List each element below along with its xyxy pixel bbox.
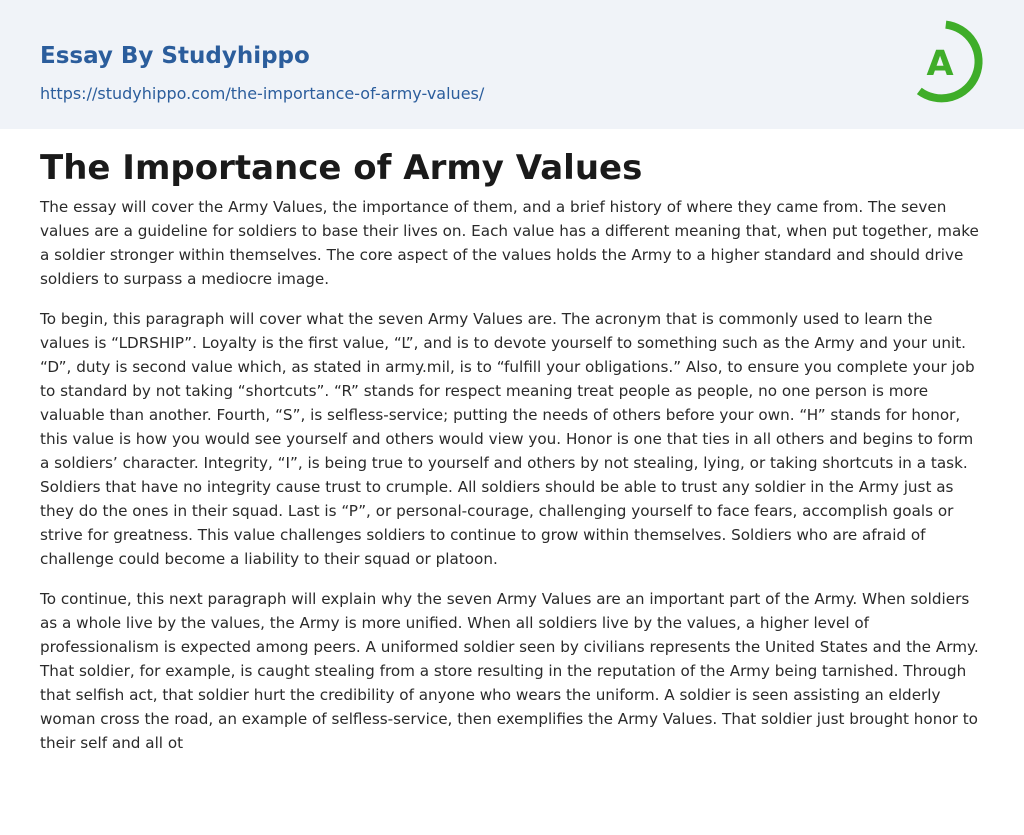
- paragraph-intro: The essay will cover the Army Values, the importance of them, and a brief history of where they came from. The seven values are a guideline for soldiers to base their lives on. Each value has a different meaning that, when put together, make a soldier stronger within themselves. The core aspect of the values holds the Army to a higher standard and should drive soldiers to surpass a mediocre image.: [40, 198, 979, 288]
- site-header: [0, 0, 1024, 129]
- page-title: The Importance of Army Values: [40, 148, 643, 188]
- article: [40, 145, 985, 771]
- brand-title[interactable]: Essay By Studyhippo: [40, 43, 310, 69]
- paragraph-values: To begin, this paragraph will cover what the seven Army Values are. The acronym that is commonly used to learn the values is “LDRSHIP”. Loyalty is the first value, “L”, and is to devote yourself to something such as the Army and your unit. “D”, duty is second value which, as stated in army.mil, is to “fulfill your obligations.” Also, to ensure you complete your job to standard by not taking “shortcuts”. “R” stands for respect meaning treat people as people, no one person is more valuable than another. Fourth, “S”, is selfless-service; putting the needs of others before your own. “H” stands for honor, this value is how you would see yourself and others would view you. Honor is one that ties in all others and begins to form a soldiers’ character. Integrity, “I”, is being true to yourself and others by not stealing, lying, or taking shortcuts in a task. Soldiers that have no integrity cause trust to crumple. All soldiers should be able to trust any soldier in the Army just as they do the ones in their squad. Last is “P”, or personal-courage, challenging yourself to face fears, accomplish goals or strive for greatness. This value challenges soldiers to continue to grow within themselves. Soldiers who are afraid of challenge could become a liability to their squad or platoon.: [40, 310, 975, 568]
- logo-letter: A: [926, 44, 954, 84]
- studyhippo-logo-icon[interactable]: [912, 18, 988, 106]
- essay-url-link[interactable]: https://studyhippo.com/the-importance-of-army-values/: [40, 84, 485, 103]
- paragraph-importance: To continue, this next paragraph will explain why the seven Army Values are an important part of the Army. When soldiers as a whole live by the values, the Army is more unified. When all soldiers live by the values, a higher level of professionalism is expected among peers. A uniformed soldier seen by civilians represents the United States and the Army. That soldier, for example, is caught stealing from a store resulting in the reputation of the Army being tarnished. Through that selfish act, that soldier hurt the credibility of anyone who wears the uniform. A soldier is seen assisting an elderly woman cross the road, an example of selfless-service, then exemplifies the Army Values. That soldier just brought honor to their self and all ot: [40, 590, 979, 752]
